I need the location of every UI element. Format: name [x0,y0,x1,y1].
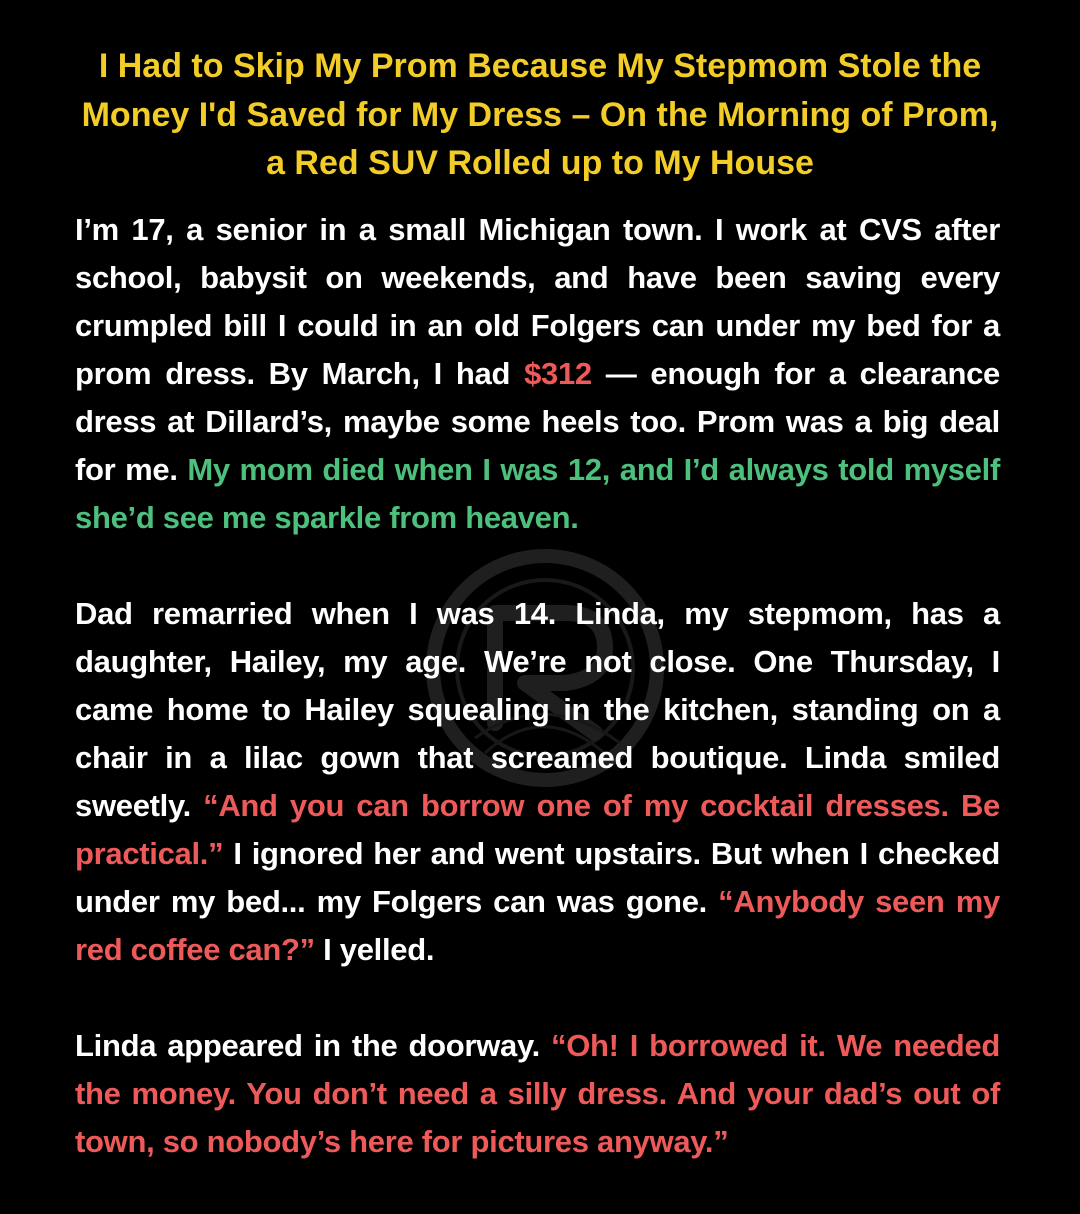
paragraph-2-text-1: Dad remarried when I was 14. Linda, my stepmom, has a daughter, Hailey, my age. We’re not close. One Thursday, I came home to Hailey squealing in the kitchen, standing on a chair in a lilac gown that screamed boutique. Linda smiled sweetly. [75,596,1000,823]
story-paragraph-3 [75,1022,1000,1166]
paragraph-2-linda-quote: “And you can borrow one of my cocktail dresses. Be practical.” [75,788,1000,871]
story-paragraph-2 [75,590,1000,974]
paragraph-3-linda-quote: “Oh! I borrowed it. We needed the money. You don’t need a silly dress. And your dad’s out of town, so nobody’s here for pictures anyway.” [75,1028,1000,1159]
paragraph-1-text-1: I’m 17, a senior in a small Michigan town. I work at CVS after school, babysit on weekends, and have been saving every crumpled bill I could in an old Folgers can under my bed for a prom dress. By March, I had [75,212,1000,391]
paragraph-3-text-1: Linda appeared in the doorway. [75,1028,551,1063]
paragraph-1-mom-highlight: My mom died when I was 12, and I’d always told myself she’d see me sparkle from heaven. [75,452,1000,535]
paragraph-2-text-2: I ignored her and went upstairs. But when I checked under my bed... my Folgers can was gone. [75,836,1000,919]
paragraph-1-amount-highlight: $312 [524,356,592,391]
paragraph-1-text-2: — enough for a clearance dress at Dillard’s, maybe some heels too. Prom was a big deal for me. [75,356,1000,487]
story-body [75,206,1000,1214]
story-paragraph-1 [75,206,1000,542]
paragraph-2-coffee-can-quote: “Anybody seen my red coffee can?” [75,884,1000,967]
paragraph-2-text-3: I yelled. [314,932,435,967]
headline-title: I Had to Skip My Prom Because My Stepmom Stole the Money I'd Saved for My Dress – On the Morning of Prom, a Red SUV Rolled up to My House [81,47,999,182]
